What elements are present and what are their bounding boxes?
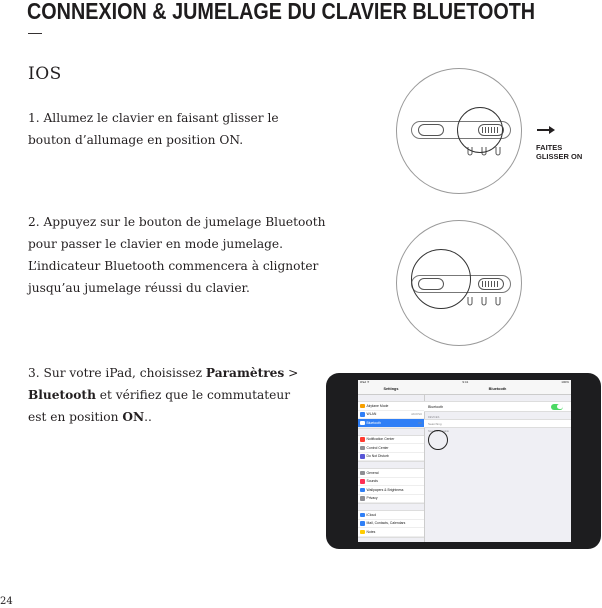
bluetooth-detail [424, 385, 571, 542]
bluetooth-emphasis: Bluetooth [28, 388, 96, 402]
sidebar-item-label: Mail, Contacts, Calendars [366, 521, 406, 526]
settings-icon [360, 521, 365, 526]
sidebar-item-label: Wallpapers & Brightness [366, 487, 404, 492]
settings-icon [360, 421, 365, 426]
bluetooth-row [424, 402, 571, 411]
sidebar-item[interactable] [358, 478, 424, 487]
led-indicators-icon [465, 295, 507, 307]
sidebar-item[interactable] [358, 486, 424, 495]
switch-grip [482, 281, 500, 287]
sidebar-item[interactable] [358, 495, 424, 504]
sidebar-item-label: WLAN [366, 412, 377, 417]
sidebar-item[interactable] [358, 402, 424, 411]
sidebar-group [358, 468, 424, 504]
sidebar-item-label: Control Center [366, 445, 389, 450]
bluetooth-row-label: Bluetooth [428, 404, 444, 409]
step-1-line: 1. Allumez le clavier en faisant glisser le [28, 111, 279, 125]
step-2-line: L’indicateur Bluetooth commencera à clignoter [28, 259, 319, 273]
title-dash: — [28, 24, 42, 40]
step-2-line: 2. Appuyez sur le bouton de jumelage Bluetooth [28, 215, 326, 229]
sidebar-item[interactable] [358, 444, 424, 453]
sidebar-item-value: On [418, 420, 422, 425]
sidebar-group [358, 435, 424, 463]
settings-sidebar [358, 385, 425, 542]
sidebar-item-label: Notification Center [366, 437, 395, 442]
sidebar-item[interactable] [358, 419, 424, 428]
sidebar-item-value: JACKSU [410, 412, 422, 417]
settings-icon [360, 446, 365, 451]
searching-text: Searching [428, 421, 442, 426]
settings-icon [360, 412, 365, 417]
sidebar-item[interactable] [358, 520, 424, 529]
sidebar-item-label: Airplane Mode [366, 403, 389, 408]
on-emphasis: ON [122, 410, 145, 424]
arrow-label-line: FAITES [536, 143, 563, 152]
sidebar-item[interactable] [358, 411, 424, 420]
status-left: iPad ✈ [360, 380, 370, 384]
settings-emphasis: Paramètres [205, 366, 285, 380]
step-2-line: jusqu’au jumelage réussi du clavier. [28, 281, 250, 295]
arrow-label-line: GLISSER ON [536, 152, 583, 161]
sidebar-item-label: General [366, 470, 379, 475]
step-1 [28, 107, 298, 151]
step-3-text: et vérifiez que le commutateur [95, 388, 291, 402]
step-3-line-2 [28, 384, 318, 406]
step-2-line: pour passer le clavier en mode jumelage. [28, 237, 284, 251]
sidebar-item-label: Sounds [366, 479, 378, 484]
highlight-ring [457, 107, 503, 153]
step-3-line-3 [28, 406, 318, 428]
sidebar-item-label: iCloud [366, 512, 377, 517]
sidebar-item-label: Bluetooth [366, 420, 381, 425]
ipad-illustration [326, 373, 601, 549]
sidebar-item[interactable] [358, 469, 424, 478]
settings-icon [360, 530, 365, 535]
bluetooth-group [424, 401, 571, 412]
switch-knob [418, 124, 444, 136]
step-2 [28, 211, 348, 299]
highlight-ring [428, 430, 448, 450]
settings-icon [360, 404, 365, 409]
settings-icon [360, 513, 365, 518]
step-3-text: .. [144, 410, 152, 424]
pairing-button-illustration [396, 220, 522, 346]
devices-header: DEVICES [428, 416, 440, 419]
searching-row [424, 419, 571, 428]
step-3-text: est en position [28, 410, 123, 424]
step-3-text: 3. Sur votre iPad, choisissez [28, 366, 206, 380]
discoverable-text: Now Discoverable [428, 430, 449, 433]
sidebar-groups [358, 401, 424, 538]
sidebar-group [358, 401, 424, 429]
step-1-line: bouton d’allumage en position ON. [28, 133, 244, 147]
sidebar-title: Settings [358, 385, 424, 395]
page-number: 24 [0, 596, 13, 607]
sidebar-item[interactable] [358, 436, 424, 445]
settings-icon [360, 454, 365, 459]
sidebar-item-label: Notes [366, 529, 376, 534]
sidebar-item-label: Do Not Disturb [366, 454, 389, 459]
settings-icon [360, 437, 365, 442]
settings-icon [360, 488, 365, 493]
settings-icon [360, 496, 365, 501]
step-3 [28, 362, 318, 428]
ipad-screen [358, 380, 571, 542]
sidebar-item[interactable] [358, 528, 424, 537]
step-3-line-1 [28, 362, 318, 384]
highlight-ring [411, 249, 471, 309]
settings-icon [360, 479, 365, 484]
step-3-text: > [284, 366, 299, 380]
sidebar-item-label: Privacy [366, 496, 378, 501]
power-switch-illustration [396, 68, 522, 194]
status-battery: 100% [561, 380, 569, 384]
sidebar-item[interactable] [358, 511, 424, 520]
arrow-right-icon [537, 125, 557, 135]
switch-knob-on [478, 278, 504, 290]
arrow-label [536, 143, 582, 161]
page-title: CONNEXION & JUMELAGE DU CLAVIER BLUETOOTH [27, 0, 536, 24]
settings-icon [360, 471, 365, 476]
bluetooth-toggle[interactable] [551, 404, 563, 410]
sidebar-item[interactable] [358, 453, 424, 462]
status-time: 9:41 [462, 380, 469, 384]
sidebar-group [358, 510, 424, 538]
detail-title: Bluetooth [424, 385, 571, 395]
section-heading: IOS [28, 64, 62, 84]
